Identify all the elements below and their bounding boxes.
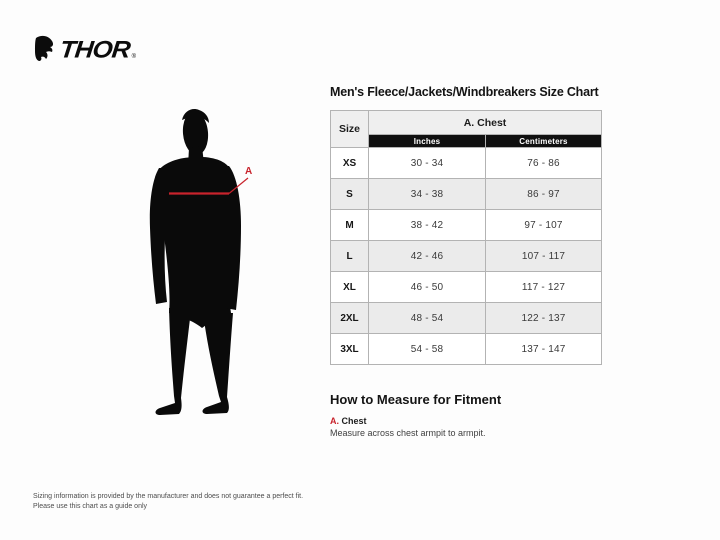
- chart-content: [330, 85, 602, 438]
- inches-value: 48 - 54: [369, 303, 486, 334]
- col-header-chest: A. Chest: [369, 111, 602, 135]
- table-row: [331, 210, 602, 241]
- measure-item-label: [330, 416, 602, 426]
- centimeters-value: 122 - 137: [486, 303, 602, 334]
- col-header-centimeters: Centimeters: [486, 135, 602, 148]
- page-title: Men's Fleece/Jackets/Windbreakers Size Chart: [330, 85, 599, 99]
- table-row: [331, 148, 602, 179]
- centimeters-value: 86 - 97: [486, 179, 602, 210]
- size-label: 2XL: [331, 303, 369, 334]
- size-label: M: [331, 210, 369, 241]
- size-label: XS: [331, 148, 369, 179]
- table-row: [331, 241, 602, 272]
- centimeters-value: 117 - 127: [486, 272, 602, 303]
- table-row: [331, 179, 602, 210]
- size-label: S: [331, 179, 369, 210]
- registered-mark: ®: [131, 54, 137, 60]
- man-silhouette: [145, 108, 255, 418]
- measure-item-name: Chest: [341, 416, 367, 426]
- inches-value: 38 - 42: [369, 210, 486, 241]
- brand-wordmark: THOR: [58, 35, 132, 63]
- disclaimer-line-1: Sizing information is provided by the manufacturer and does not guarantee a perfect fit.: [33, 493, 304, 500]
- col-header-inches: Inches: [369, 135, 486, 148]
- measure-item-description: Measure across chest armpit to armpit.: [330, 428, 486, 438]
- size-table: [330, 110, 602, 365]
- centimeters-value: 137 - 147: [486, 334, 602, 365]
- size-label: 3XL: [331, 334, 369, 365]
- measurement-figure: [145, 108, 255, 418]
- thor-logo: [33, 35, 136, 63]
- table-row: [331, 334, 602, 365]
- thor-logo-icon: [33, 35, 57, 63]
- measure-item-letter: A.: [330, 416, 339, 426]
- table-row: [331, 272, 602, 303]
- disclaimer: [33, 492, 303, 511]
- inches-value: 54 - 58: [369, 334, 486, 365]
- disclaimer-line-2: Please use this chart as a guide only: [33, 502, 148, 510]
- centimeters-value: 107 - 117: [486, 241, 602, 272]
- size-label: XL: [331, 272, 369, 303]
- inches-value: 34 - 38: [369, 179, 486, 210]
- centimeters-value: 76 - 86: [486, 148, 602, 179]
- table-row: [331, 303, 602, 334]
- chest-measure-letter: A: [245, 166, 253, 177]
- inches-value: 46 - 50: [369, 272, 486, 303]
- inches-value: 30 - 34: [369, 148, 486, 179]
- centimeters-value: 97 - 107: [486, 210, 602, 241]
- size-label: L: [331, 241, 369, 272]
- col-header-size: Size: [331, 111, 369, 148]
- inches-value: 42 - 46: [369, 241, 486, 272]
- how-to-measure-heading: How to Measure for Fitment: [330, 392, 502, 407]
